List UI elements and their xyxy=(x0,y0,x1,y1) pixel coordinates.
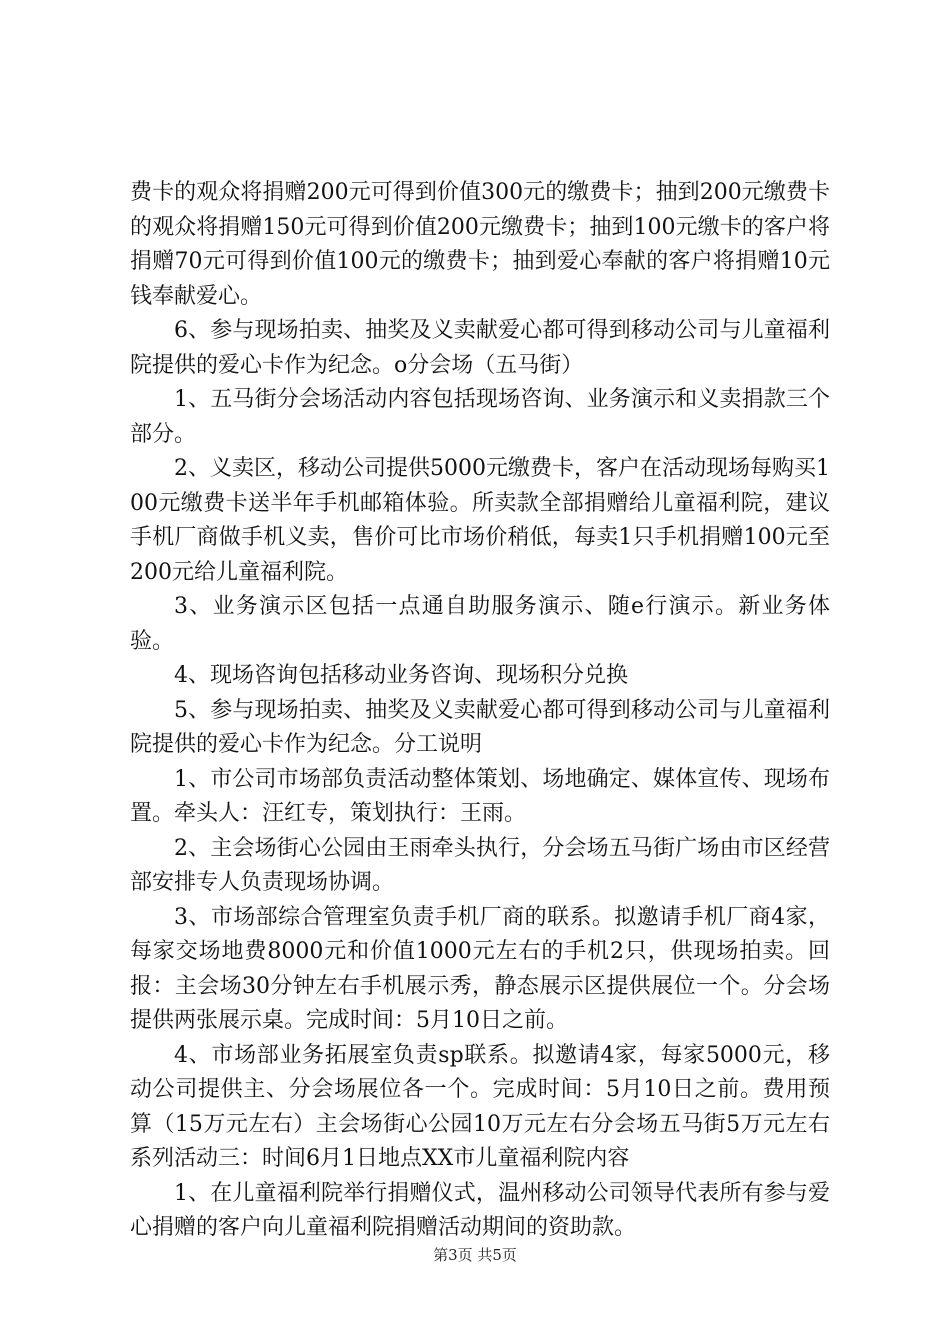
document-body xyxy=(130,176,830,1246)
paragraph: 3、业务演示区包括一点通自助服务演示、随e行演示。新业务体验。 xyxy=(130,594,830,654)
paragraph: 费卡的观众将捐赠200元可得到价值300元的缴费卡；抽到200元缴费卡的观众将捐赠150元可得到价值200元缴费卡；抽到100元缴卡的客户将捐赠70元可得到价值100元的缴费卡；抽到爱心奉献的客户将捐赠10元钱奉献爱心。 xyxy=(130,180,830,309)
paragraph: 5、参与现场拍卖、抽奖及义卖献爱心都可得到移动公司与儿童福利院提供的爱心卡作为纪念。分工说明 xyxy=(130,697,830,757)
paragraph: 6、参与现场拍卖、抽奖及义卖献爱心都可得到移动公司与儿童福利院提供的爱心卡作为纪念。o分会场（五马街） xyxy=(130,318,830,378)
page-footer xyxy=(0,1244,950,1265)
paragraph: 4、市场部业务拓展室负责sp联系。拟邀请4家，每家5000元，移动公司提供主、分会场展位各一个。完成时间：5月10日之前。费用预算（15万元左右）主会场街心公园10万元左右分会场五马街5万元左右系列活动三：时间6月1日地点XX市儿童福利院内容 xyxy=(130,1042,830,1171)
page-number-label: 第3页 共5页 xyxy=(433,1246,517,1264)
paragraph: 1、在儿童福利院举行捐赠仪式，温州移动公司领导代表所有参与爱心捐赠的客户向儿童福利院捐赠活动期间的资助款。 xyxy=(130,1180,830,1240)
paragraph: 1、五马街分会场活动内容包括现场咨询、业务演示和义卖捐款三个部分。 xyxy=(130,387,830,447)
paragraph: 3、市场部综合管理室负责手机厂商的联系。拟邀请手机厂商4家，每家交场地费8000元和价值1000元左右的手机2只，供现场拍卖。回报：主会场30分钟左右手机展示秀，静态展示区提供展位一个。分会场提供两张展示桌。完成时间：5月10日之前。 xyxy=(130,904,830,1033)
paragraph: 2、义卖区，移动公司提供5000元缴费卡，客户在活动现场每购买100元缴费卡送半年手机邮箱体验。所卖款全部捐赠给儿童福利院，建议手机厂商做手机义卖，售价可比市场价稍低，每卖1只手机捐赠100元至200元给儿童福利院。 xyxy=(130,456,830,585)
paragraph: 2、主会场街心公园由王雨牵头执行，分会场五马街广场由市区经营部安排专人负责现场协调。 xyxy=(130,835,830,895)
paragraph: 1、市公司市场部负责活动整体策划、场地确定、媒体宣传、现场布置。牵头人：汪红专，策划执行：王雨。 xyxy=(130,766,830,826)
paragraph: 4、现场咨询包括移动业务咨询、现场积分兑换 xyxy=(174,663,628,688)
